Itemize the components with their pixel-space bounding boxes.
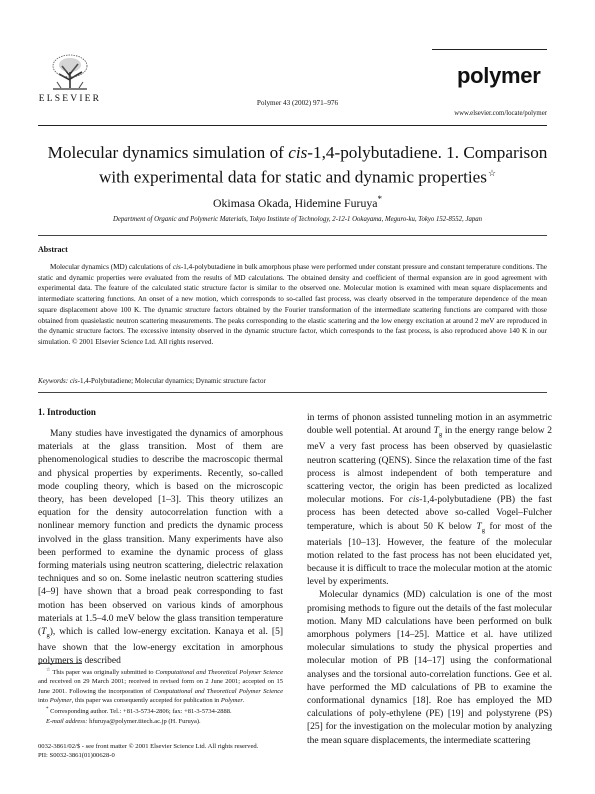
affiliation: Department of Organic and Polymeric Materials, Tokyo Institute of Technology, 2-12-1 Ookayama, Meguro-ku, Tokyo 152-8552, Japan: [112, 216, 483, 223]
email-address[interactable]: hfuruya@polymer.titech.ac.jp (H. Furuya).: [87, 717, 201, 725]
keywords-italic: cis: [69, 377, 78, 385]
section-heading: 1. Introduction: [38, 407, 96, 417]
publisher-logo: [38, 52, 102, 104]
footnote-mark: *: [46, 707, 49, 713]
keywords-text: -1,4-Polybutadiene; Molecular dynamics; Dynamic structure factor: [77, 377, 266, 385]
keywords-label: Keywords:: [38, 377, 69, 385]
copyright-line: 0032-3861/02/$ - see front matter © 2001 Elsevier Science Ltd. All rights reserved.: [38, 743, 259, 750]
left-column: [38, 428, 283, 669]
abstract-top-rule: [38, 235, 547, 236]
journal-citation: Polymer 43 (2002) 971–976: [256, 99, 339, 107]
subscript: g: [438, 431, 443, 439]
corresponding-author-mark[interactable]: *: [377, 194, 382, 204]
footnote-italic: Computational and Theoretical Polymer Science: [153, 687, 283, 695]
paragraph-text: ), which is called low-energy excitation. Kanaya et al. [5] have shown that the low-energy excitation in amorphous polymers is described: [38, 627, 283, 667]
paper-title: [30, 142, 565, 188]
abstract-bottom-rule: [38, 392, 547, 393]
footnote-rule: [38, 663, 82, 664]
footnote-italic: Polymer: [220, 697, 243, 705]
title-footnote-mark[interactable]: ☆: [487, 168, 497, 178]
footnotes: [38, 666, 283, 726]
journal-url[interactable]: www.elsevier.com/locate/polymer: [454, 110, 547, 117]
publisher-name: ELSEVIER: [38, 94, 102, 104]
symbol-tg: T: [476, 521, 482, 532]
pii-line: PII: S0032-3861(01)00628-0: [38, 752, 115, 759]
paragraph-text: Many studies have investigated the dynamics of amorphous materials at the glass transition. Most of them are phenomenological studies to describe the macroscopic thermal and physical properties by experiments. Recently, so-called mode coupling theory, which is based on the microscopic theory, has been developed [1–3]. This theory utilizes an equation for the density autocorrelation function with a nonlinear memory function and predicts the dynamic process involved in the glass transition. Many experiments have also been performed to examine the dynamic process of glass forming materials using neutron scattering, dielectric relaxation techniques and so on. Some inelastic neutron scattering studies [4–9] have shown that a broad peak corresponding to fast motion has been observed on various kinds of amorphous materials at 1.5–4.0 meV below the glass transition temperature (: [38, 429, 283, 638]
elsevier-tree-icon: [47, 52, 93, 92]
authors: [0, 194, 595, 211]
abstract-body: [38, 262, 547, 348]
abstract-heading: Abstract: [38, 245, 68, 254]
footnote: [38, 717, 283, 726]
footnote-italic: Polymer: [49, 697, 72, 705]
footnote-text: .: [242, 697, 245, 705]
footnote: [38, 705, 283, 716]
abstract-italic: cis: [172, 263, 181, 271]
paragraph: Molecular dynamics (MD) calculation is one of the most promising methods to figure out the details of the fast molecular motion. Many MD calculations have been performed on bulk amorphous polymers [14–25]. Mattice et al. have utilized molecular simulations to study the physical properties and molecular motion of PB [14–17] using the conformational analyses and the torsional auto-correlation functions. Gee et al. have performed the MD calculations of PB to examine the conformational dynamics [18]. Roe has employed the MD calculations of poly-ethylene (PE) [19] and polystyrene (PS) [25] for the investigation on the molecular motion by analyzing the mean square displacements, the intermediate scattering: [307, 590, 552, 746]
paragraph: [307, 412, 552, 589]
footnote-text: Corresponding author. Tel.: +81-3-5734-2806; fax: +81-3-5734-2888.: [48, 708, 232, 716]
title-part: Molecular dynamics simulation of: [47, 143, 289, 162]
footnote-text: into: [38, 697, 50, 705]
paragraph-text: for most of the materials [10–13]. However, the feature of the molecular motion related to the fast process has not been elucidated yet, because it is difficult to trace the molecular motion at the atomic level by experiments.: [307, 521, 552, 588]
paragraph-text: in terms of phonon assisted tunneling motion in an asymmetric double well potential. At around: [307, 413, 552, 437]
keywords: [38, 377, 547, 385]
subscript: g: [46, 631, 50, 639]
footnote-text: This paper was originally submitted to: [50, 669, 156, 677]
email-label: E-mail address:: [46, 717, 88, 725]
header-divider: [38, 125, 547, 126]
footnote-italic: Computational and Theoretical Polymer Science: [155, 669, 283, 677]
front-matter-info: [38, 742, 258, 760]
title-line2: with experimental data for static and dynamic properties: [98, 167, 487, 187]
footnote-text: and received on 29 March 2001; received in revised form on 2 June 2001; accepted on 15 June 2001. Following the incorporation of: [38, 678, 283, 695]
footnote-text: , this paper was consequently accepted for publication in: [71, 697, 221, 705]
symbol-tg: T: [433, 426, 439, 437]
title-part: -1,4-polybutadiene. 1. Comparison: [307, 143, 548, 162]
right-column: [307, 412, 552, 748]
author-names: Okimasa Okada, Hidemine Furuya: [213, 195, 378, 210]
abstract-text: Molecular dynamics (MD) calculations of: [50, 263, 173, 271]
footnote-mark: ☆: [46, 668, 51, 673]
paragraph: [38, 428, 283, 669]
title-italic: cis: [288, 143, 308, 162]
footnote: [38, 666, 283, 705]
subscript: g: [481, 526, 485, 534]
italic-text: cis: [408, 495, 420, 506]
paragraph-text: -1,4-polybutadiene (PB) the fast process has been detected above so-called Vogel–Fulcher temperature, which is about 50 K below: [307, 495, 552, 532]
abstract-text: -1,4-polybutadiene in bulk amorphous phase were performed under constant pressure and constant temperature conditions. The static and dynamic properties were evaluated from the results of MD calculations. The obtained density and coefficient of thermal expansion are in good agreement with experimental data. The feature of the calculated static structure factor is similar to the observed one. Molecular motion is examined with mean square displacements and intermediate scattering functions. An onset of a new motion, which corresponds to so-called fast process, was clearly observed in the temperature dependence of the mean square displacement above 100 K. The dynamic structure factors obtained by the Fourier transformation of the intermediate scattering functions are compared with those obtained from quasielastic neutron scattering measurements. The peaks corresponding to the elastic scattering and the low energy excitation at around 2 meV are reproduced in the dynamic structure factors. The excessive intensity observed in the dynamic structure factor, which corresponds to the fast process, is also reproduced above 140 K in our simulation. © 2001 Elsevier Science Ltd. All rights reserved.: [38, 263, 548, 346]
symbol-tg: T: [41, 627, 47, 638]
paragraph-text: in the energy range below 2 meV a very fast process has been observed by quasielastic neutron scattering (QENS). Since the relaxation time of the fast process is almost independent of both temperature and scattering vector, the origin has been predicted as localized molecular motions. For: [307, 426, 552, 506]
journal-logo: polymer: [457, 63, 541, 88]
header-rule: [432, 49, 547, 50]
